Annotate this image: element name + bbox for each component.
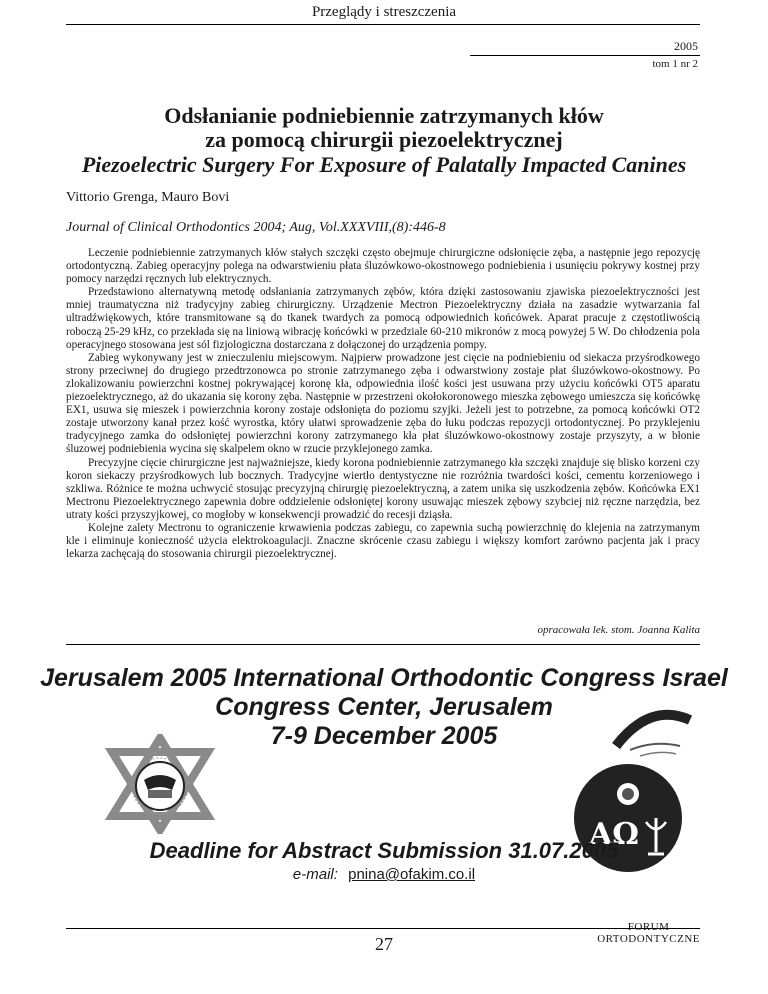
congress-venue: Congress Center, Jerusalem: [215, 693, 553, 721]
abstract-paragraph: Leczenie podniebiennie zatrzymanych kłów stałych szczęki często obejmuje chirurgiczne odsłonięcie zęba, a następnie jego repozycję ortodontyczną. Zabieg operacyjny polega na odwarstwieniu płata śluzówkowo-okostnowego podniebienia i usunięciu pokrywy kostnej przy pomocy narzędzi ręcznych lub elektrycznych.: [66, 247, 700, 286]
svg-text:ΑΩ: ΑΩ: [589, 817, 639, 852]
article-signoff: opracowała lek. stom. Joanna Kalita: [537, 624, 700, 636]
journal-name-line-2: ORTODONTYCZNE: [597, 933, 700, 945]
article-authors: Vittorio Grenga, Mauro Bovi: [66, 190, 230, 205]
issue-year: 2005: [674, 39, 698, 53]
article-title-polish: [40, 104, 728, 152]
abstract-paragraph: Precyzyjne cięcie chirurgiczne jest najważniejsze, kiedy korona podniebiennie zatrzymanego kła szczęki znajduje się blisko korzeni czy koron siekaczy przyśrodkowych lub bocznych. Tradycyjne wiertło dentystyczne nie rozróżnia twardości kości, cementu korzeniowego i szkliwa. Różnice te można uchwycić stosując precyzyjną chirurgię piezoelektryczną, a zatem unika się uszkodzenia zębów. Końcówka EX1 Mectronu Piezoelektrycznego zapewnia dobre oddzielenie odsłoniętej korony usuwając mieszek zębowy szybciej niż ręczne narzędzia, bez utraty kości przyszyjkowej, co mogłoby w konsekwencji prowadzić do recesji dziąsła.: [66, 456, 700, 521]
email-link[interactable]: pnina@ofakim.co.il: [348, 866, 476, 883]
journal-citation: Journal of Clinical Orthodontics 2004; Aug, Vol.XXXVIII,(8):446-8: [66, 220, 446, 235]
section-title: Przeglądy i streszczenia: [311, 4, 457, 20]
article-abstract: [66, 247, 700, 561]
contact-email-row: [0, 866, 768, 883]
issue-volume: tom 1 nr 2: [652, 58, 698, 70]
journal-name: [597, 921, 700, 945]
title-pl-line-2: za pomocą chirurgii piezoelektrycznej: [205, 127, 563, 152]
section-divider: [66, 644, 700, 645]
page-number: 27: [375, 934, 393, 954]
abstract-deadline: Deadline for Abstract Submission 31.07.2005: [149, 838, 619, 863]
article-title-english: Piezoelectric Surgery For Exposure of Palatally Impacted Canines: [81, 152, 687, 177]
abstract-paragraph: Kolejne zalety Mectronu to ograniczenie krwawienia podczas zabiegu, co zapewnia suchą powierzchnię do klejenia na zatrzymanym kle i eliminuje konieczność użycia elektrokoagulacji. Znaczne skrócenie czasu zabiegu i większy komfort zarówno pacjenta jak i pracy lekarza zachęcają do stosowania chirurgii piezoelektrycznej.: [66, 521, 700, 561]
header-divider-short: [470, 55, 700, 56]
star-of-david-dental-logo: [104, 734, 216, 834]
abstract-paragraph: Przedstawiono alternatywną metodę odsłaniania zatrzymanych zębów, która dzięki zastosowaniu zjawiska piezoelektryczności jest mniej traumatyczna niż tradycyjny zabieg chirurgiczny. Urządzenie Mectron Piezoelektryczny działa na zasadzie wytwarzania fal ultradźwiękowych, które transmitowane są do tkanek twardych za pomocą odpowiednich końcówek. Aparat pracuje z częstotliwością roboczą 25-29 kHz, co przekłada się na liniową wibrację końcówki w przedziale 60-210 mikronów z mocą powyżej 5 W. Do chłodzenia pola operacyjnego stosowana jest sól fizjologiczna dostarczana z dołączonej do urządzenia pompy.: [66, 286, 700, 351]
title-pl-line-1: Odsłanianie podniebiennie zatrzymanych kłów: [164, 103, 604, 128]
journal-name-line-1: FORUM: [627, 921, 670, 933]
abstract-paragraph: Zabieg wykonywany jest w znieczuleniu miejscowym. Najpierw prowadzone jest cięcie na podniebieniu od siekacza przyśrodkowego strony przeciwnej do drugiego przedtrzonowca po stronie zatrzymanego zęba i odwarstwiony zostaje płat śluzówkowo-okostnowy. Po zlokalizowaniu powierzchni kostnej pokrywającej koronę kła, odpowiednia ilość kości jest usuwana przy użyciu końcówki OT5 aparatu piezoelektrycznego, aż do ukazania się korony zęba. Następnie w przestrzeni okołokoronowego mieszka zębowego umieszcza się końcówkę EX1, usuwa się mieszek i powierzchnia korony zostaje odsłonięta do poziomu szyjki. Jeżeli jest to potrzebne, za pomocą końcówki OT2 zostaje utworzony kanał przez kość wyrostka, który ułatwi sprowadzenie zęba do łuku podczas repozycji ortodontycznej. Po przyklejeniu tradycyjnego zamka do odsłoniętej powierzchni korony zatrzymanego kła płat śluzówkowo-okostnowy zostaje przyszyty, a w błonie śluzowej podniebienia wycina się skalpelem okno w rzucie przyklejonego zamka.: [66, 351, 700, 456]
header-divider: [66, 24, 700, 25]
congress-dates: 7-9 December 2005: [270, 722, 498, 750]
email-label: e-mail:: [292, 866, 338, 883]
congress-title: Jerusalem 2005 International Orthodontic Congress Israel: [40, 664, 728, 692]
holy-land-arc-logo: [610, 700, 694, 760]
